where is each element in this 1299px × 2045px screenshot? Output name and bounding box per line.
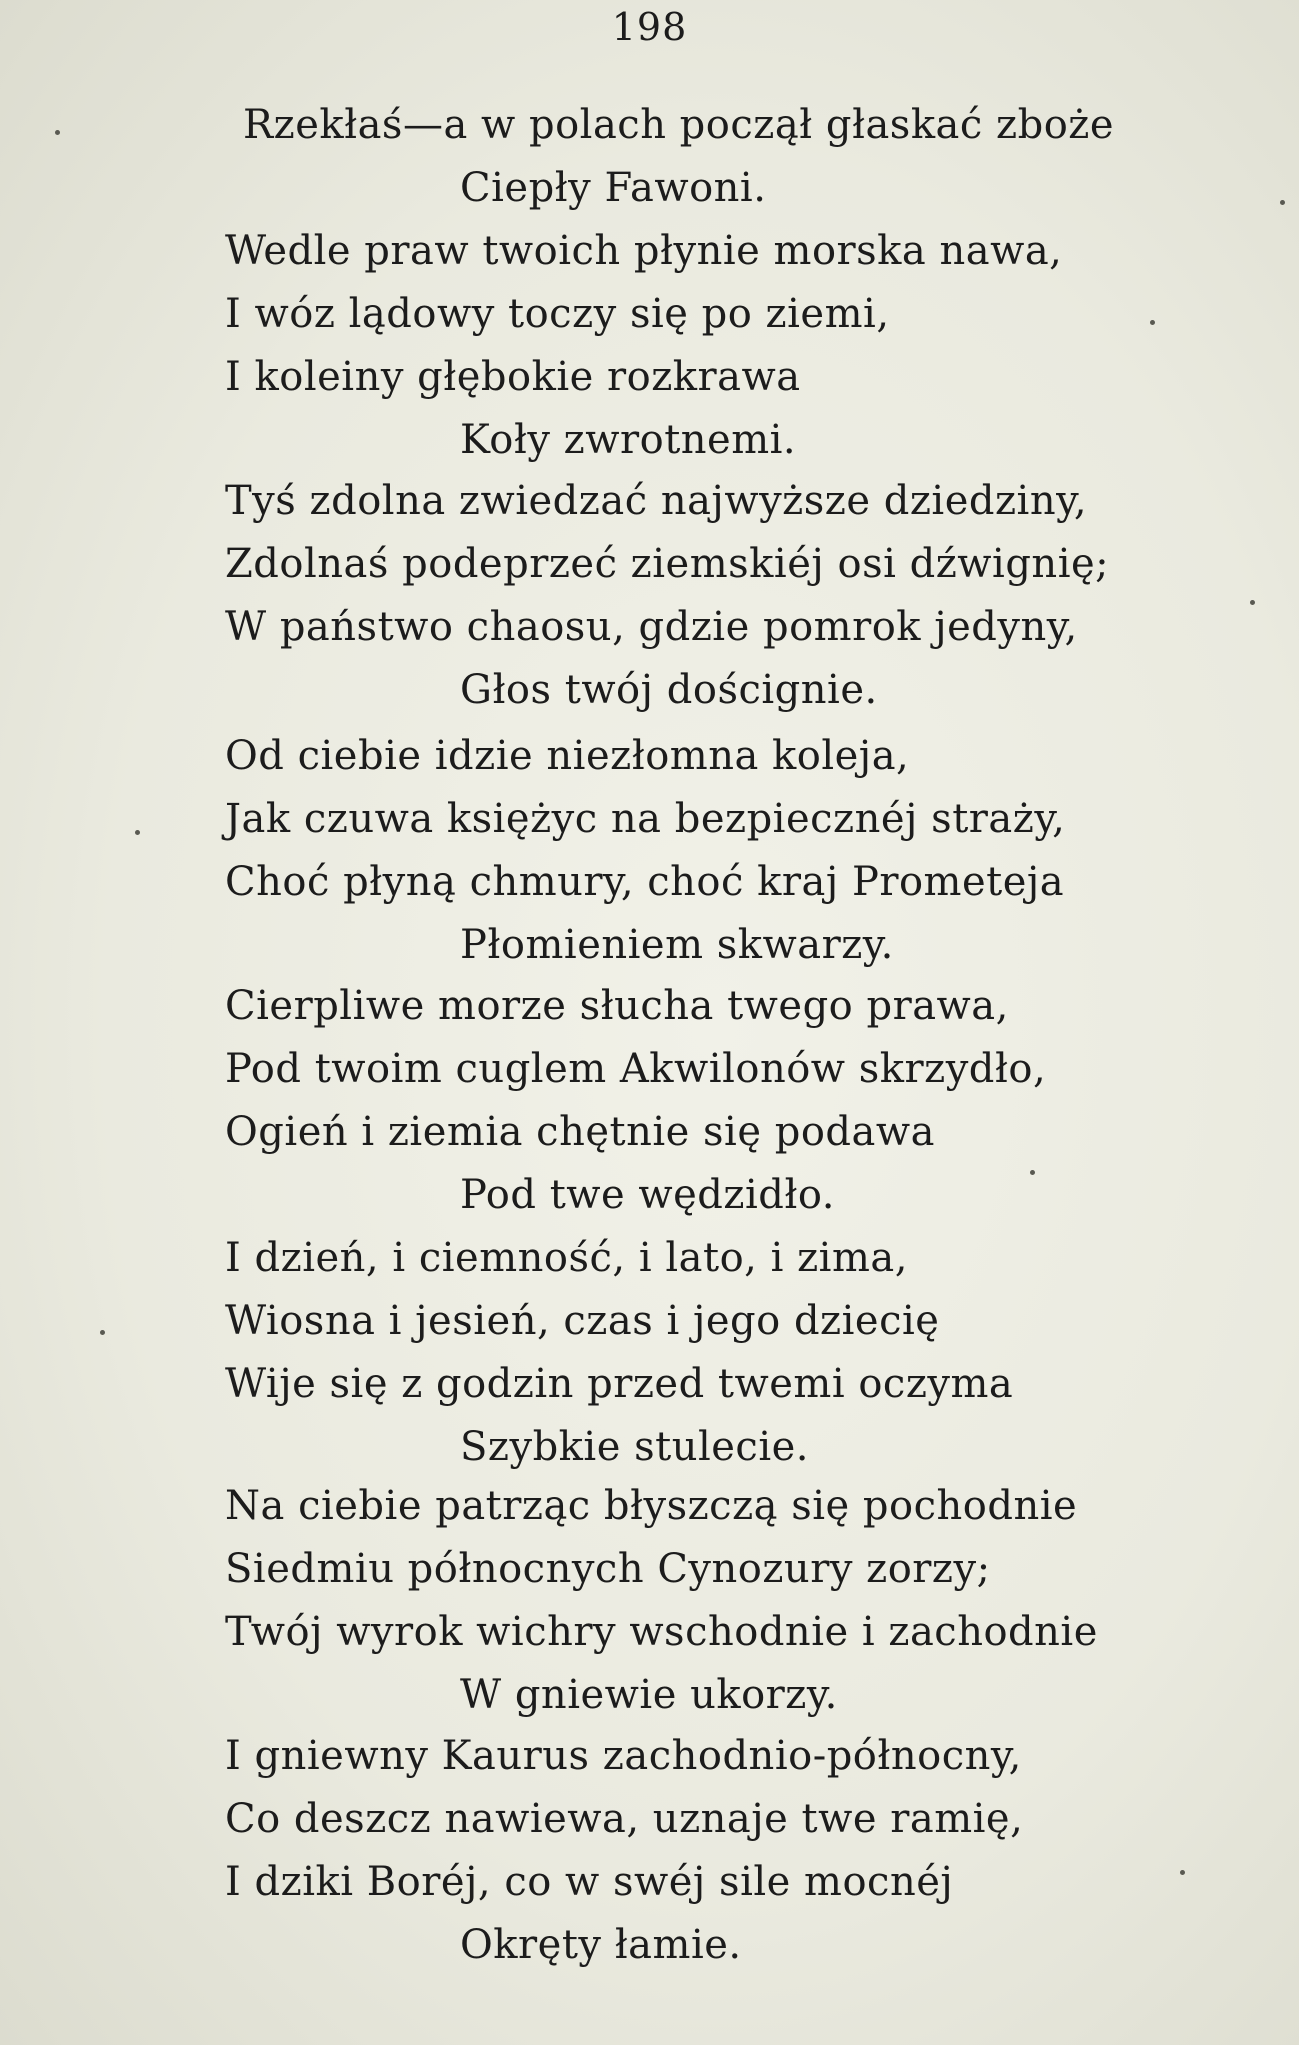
stanza-6 (225, 1227, 1255, 1479)
paper-speck (135, 830, 140, 835)
stanza-7 (225, 1475, 1255, 1727)
stanza-5 (225, 975, 1255, 1227)
verse-line: Twój wyrok wichry wschodnie i zachodnie (225, 1609, 1098, 1655)
verse-line: Pod twoim cuglem Akwilonów skrzydło, (225, 1046, 1047, 1092)
verse-line: I dzień, i ciemność, i lato, i zima, (225, 1235, 908, 1281)
page-number: 198 (611, 5, 688, 49)
verse-line: Pod twe wędzidło. (460, 1172, 835, 1218)
paper-speck (1180, 1870, 1185, 1875)
verse-line: I koleiny głębokie rozkrawa (225, 354, 801, 400)
verse-line: Wedle praw twoich płynie morska nawa, (225, 228, 1063, 274)
verse-line: Tyś zdolna zwiedzać najwyższe dziedziny, (225, 478, 1088, 524)
verse-line: W gniewie ukorzy. (460, 1672, 838, 1718)
verse-line: Od ciebie idzie niezłomna koleja, (225, 733, 910, 779)
verse-line: Wiosna i jesień, czas i jego dziecię (225, 1298, 940, 1344)
paper-speck (55, 130, 60, 135)
verse-line: Okręty łamie. (460, 1922, 742, 1968)
verse-line: I gniewny Kaurus zachodnio-północny, (225, 1733, 1022, 1779)
paper-speck (1030, 1170, 1035, 1175)
verse-line: Płomieniem skwarzy. (460, 922, 894, 968)
stanza-8 (225, 1725, 1255, 1977)
verse-line: I dziki Boréj, co w swéj sile mocnéj (225, 1859, 954, 1905)
verse-line: Jak czuwa księżyc na bezpiecznéj straży, (225, 796, 1066, 842)
verse-line: W państwo chaosu, gdzie pomrok jedyny, (225, 604, 1078, 650)
verse-line: Ciepły Fawoni. (460, 165, 767, 211)
verse-line: Rzekłaś—a w polach począł głaskać zboże (243, 102, 1115, 148)
verse-line: I wóz lądowy toczy się po ziemi, (225, 291, 890, 337)
verse-line: Co deszcz nawiewa, uznaje twe ramię, (225, 1796, 1024, 1842)
verse-line: Choć płyną chmury, choć kraj Prometeja (225, 859, 1065, 905)
verse-line: Wije się z godzin przed twemi oczyma (225, 1361, 1014, 1407)
stanza-2 (225, 220, 1255, 472)
verse-line: Głos twój doścignie. (460, 667, 878, 713)
paper-speck (1280, 200, 1285, 205)
paper-speck (100, 1330, 105, 1335)
verse-line: Zdolnaś podeprzeć ziemskiéj osi dźwignię; (225, 541, 1110, 587)
verse-line: Szybkie stulecie. (460, 1424, 810, 1470)
verse-line: Siedmiu północnych Cynozury zorzy; (225, 1546, 991, 1592)
verse-line: Na ciebie patrząc błyszczą się pochodnie (225, 1483, 1078, 1529)
verse-line: Cierpliwe morze słucha twego prawa, (225, 983, 1009, 1029)
paper-speck (1250, 600, 1255, 605)
stanza-1 (225, 94, 1255, 220)
paper-speck (1150, 320, 1155, 325)
stanza-3 (225, 470, 1255, 722)
verse-line: Ogień i ziemia chętnie się podawa (225, 1109, 935, 1155)
stanza-4 (225, 725, 1255, 977)
verse-line: Koły zwrotnemi. (460, 417, 797, 463)
